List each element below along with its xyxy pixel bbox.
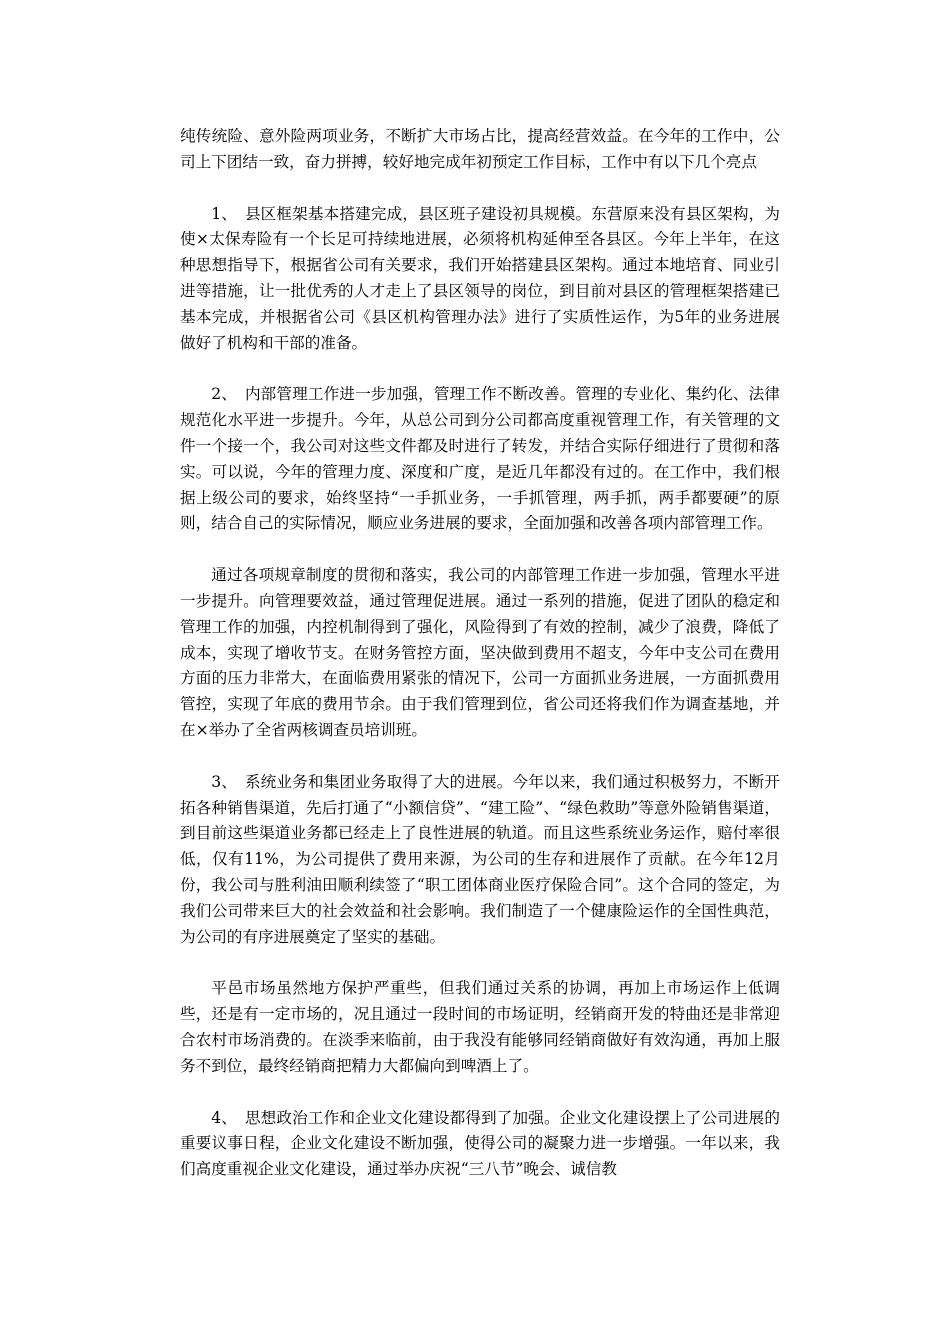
- paragraph-pingyi-market: 平邑市场虽然地方保护严重些，但我们通过关系的协调，再加上市场运作上低调些，还是有一定市场的，况且通过一段时间的市场证明，经销商开发的特曲还是非常迎合农村市场消费的。在淡季来临前，由于我没有能够同经销商做好有效沟通，再加上服务不到位，最终经销商把精力大都偏向到啤酒上了。: [180, 979, 780, 1075]
- document-body: [180, 124, 780, 1209]
- paragraph-management: 通过各项规章制度的贯彻和落实，我公司的内部管理工作进一步加强，管理水平进一步提升。向管理要效益，通过管理促进展。通过一系列的措施，促进了团队的稳定和管理工作的加强，内控机制得到了强化，风险得到了有效的控制，减少了浪费，降低了成本，实现了增收节支。在财务管控方面，坚决做到费用不超支，今年中支公司在费用方面的压力非常大，在面临费用紧张的情况下，公司一方面抓业务进展，一方面抓费用管控，实现了年底的费用节余。由于我们管理到位，省公司还将我们作为调查基地，并在×举办了全省两核调查员培训班。: [180, 566, 780, 739]
- paragraph-item-3: 3、 系统业务和集团业务取得了大的进展。今年以来，我们通过积极努力，不断开拓各种销售渠道，先后打通了“小额信贷”、“建工险”、“绿色救助”等意外险销售渠道，到目前这些渠道业务都已经走上了良性进展的轨道。而且这些系统业务运作，赔付率很低，仅有11%，为公司提供了费用来源，为公司的生存和进展作了贡献。在今年12月份，我公司与胜利油田顺利续签了“职工团体商业医疗保险合同”。这个合同的签定，为我们公司带来巨大的社会效益和社会影响。我们制造了一个健康险运作的全国性典范，为公司的有序进展奠定了坚实的基础。: [180, 772, 780, 946]
- paragraph-intro: 纯传统险、意外险两项业务，不断扩大市场占比，提高经营效益。在今年的工作中，公司上下团结一致，奋力拼搏，较好地完成年初预定工作目标，工作中有以下几个亮点: [180, 127, 780, 171]
- paragraph-item-2: 2、 内部管理工作进一步加强，管理工作不断改善。管理的专业化、集约化、法律规范化水平进一步提升。今年，从总公司到分公司都高度重视管理工作，有关管理的文件一个接一个，我公司对这些文件都及时进行了转发，并结合实际仔细进行了贯彻和落实。可以说，今年的管理力度、深度和广度，是近几年都没有过的。在工作中，我们根据上级公司的要求，始终坚持“一手抓业务，一手抓管理，两手抓，两手都要硬”的原则，结合自己的实际情况，顺应业务进展的要求，全面加强和改善各项内部管理工作。: [180, 385, 780, 533]
- paragraph-item-4: 4、 思想政治工作和企业文化建设都得到了加强。企业文化建设摆上了公司进展的重要议事日程，企业文化建设不断加强，使得公司的凝聚力进一步增强。一年以来，我们高度重视企业文化建设，通过举办庆祝“三八节”晚会、诚信教: [180, 1108, 780, 1179]
- paragraph-item-1: 1、 县区框架基本搭建完成，县区班子建设初具规模。东营原来没有县区架构，为使×太保寿险有一个长足可持续地进展，必须将机构延伸至各县区。今年上半年，在这种思想指导下，根据省公司有关要求，我们开始搭建县区架构。通过本地培育、同业引进等措施，让一批优秀的人才走上了县区领导的岗位，到目前对县区的管理框架搭建已基本完成，并根据省公司《县区机构管理办法》进行了实质性运作，为5年的业务进展做好了机构和干部的准备。: [180, 204, 780, 352]
